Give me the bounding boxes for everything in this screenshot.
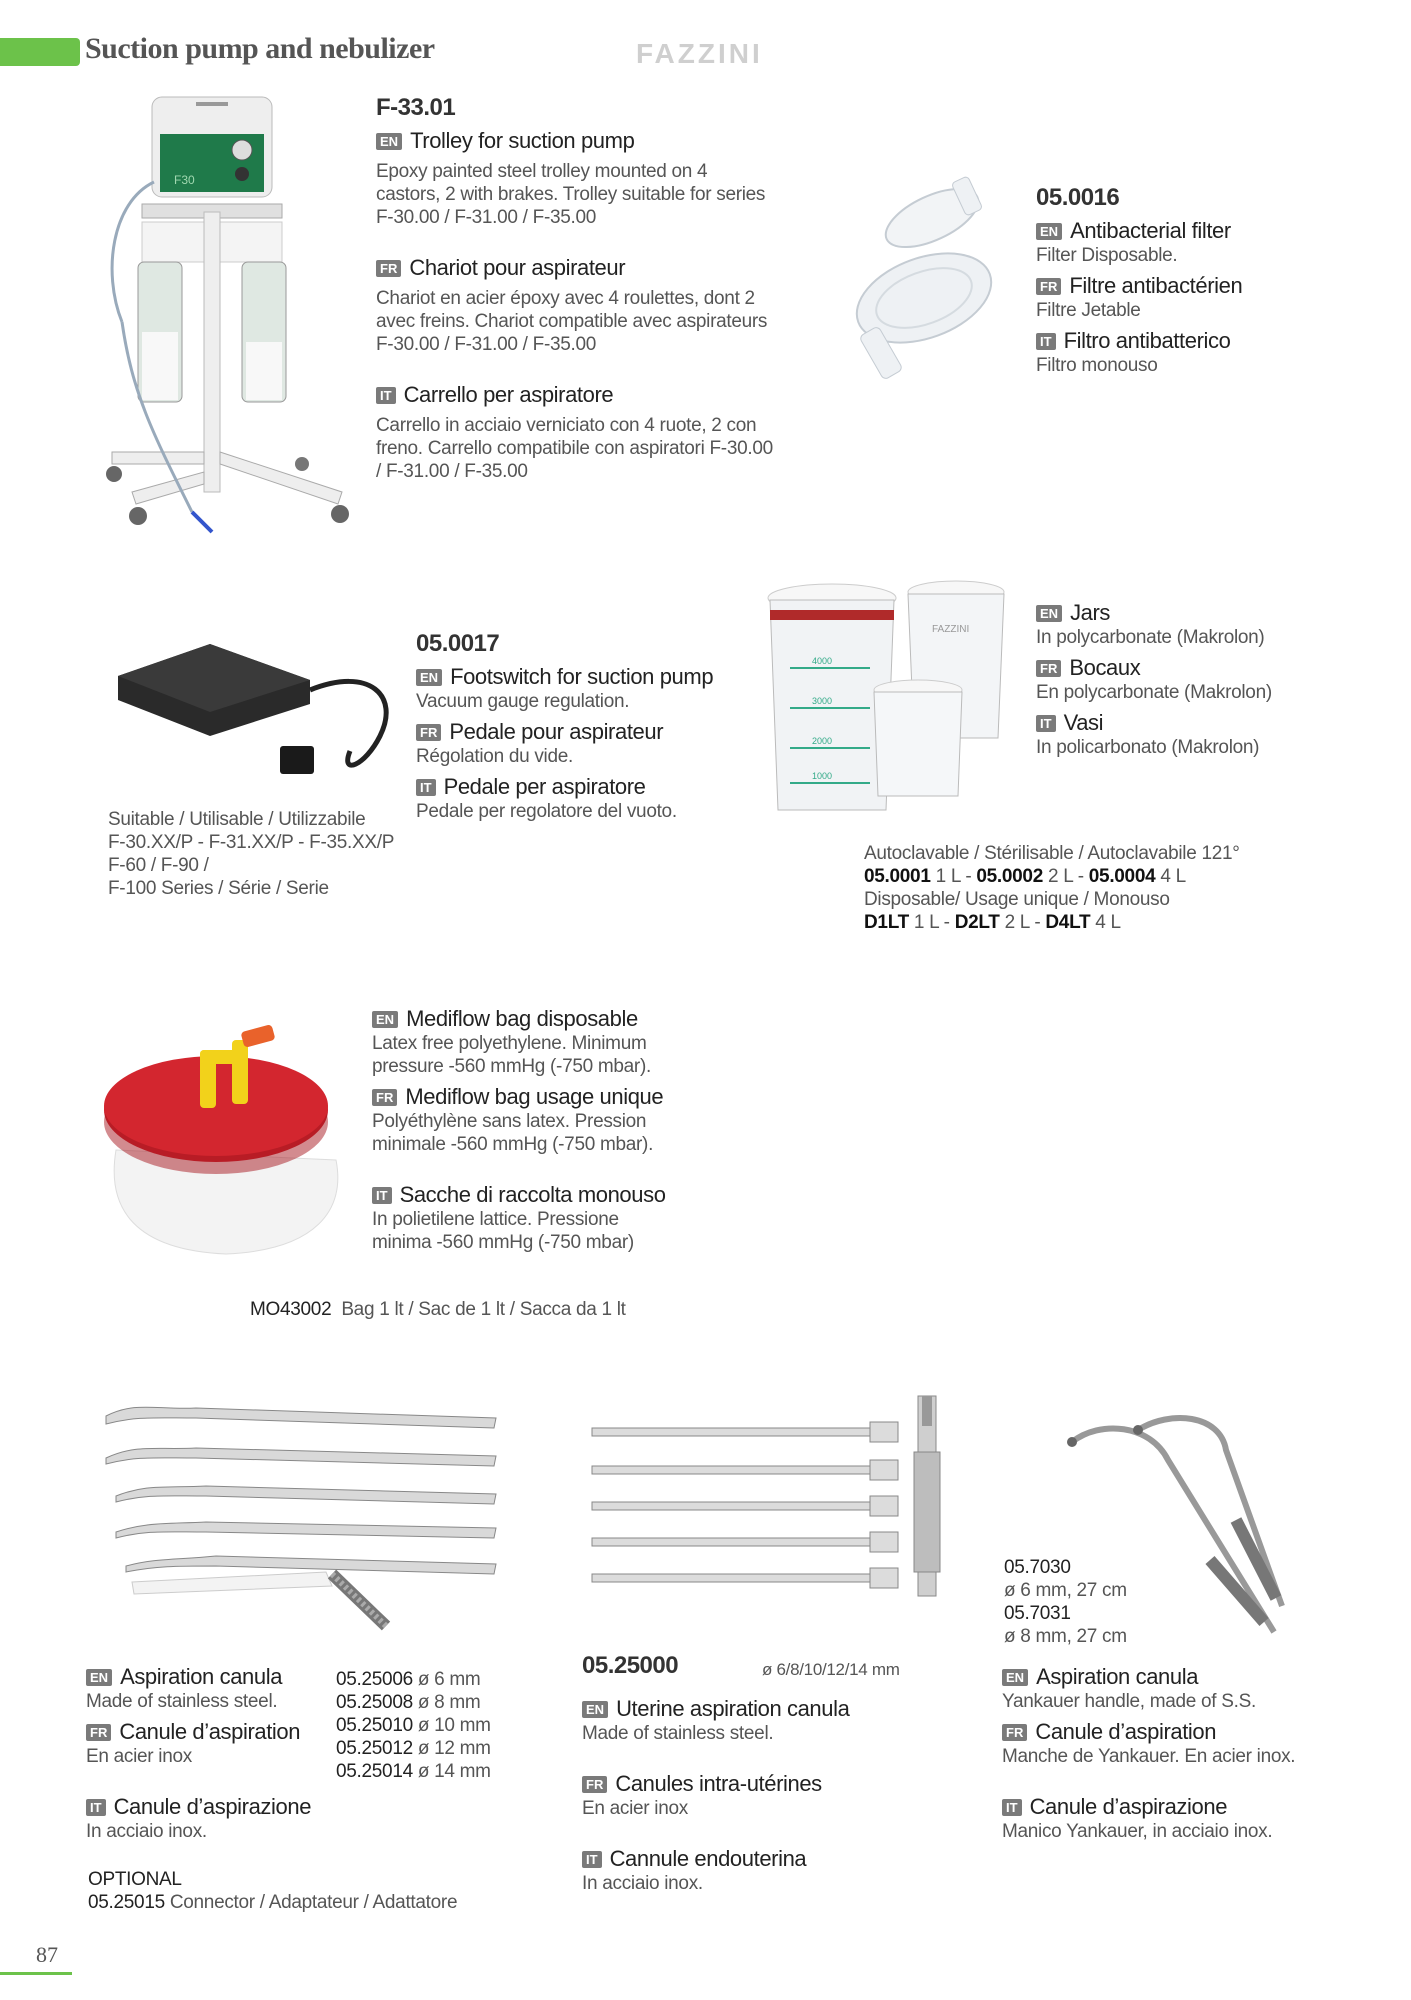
- jar-scale-mark: 1000: [812, 771, 833, 781]
- footswitch-image: [110, 636, 410, 786]
- order-desc: Bag 1 lt / Sac de 1 lt / Sacca da 1 lt: [341, 1299, 626, 1320]
- product-code: F-33.01: [376, 94, 456, 121]
- product-title-en: Antibacterial filter: [1070, 218, 1231, 243]
- product-title-fr: Chariot pour aspirateur: [409, 255, 626, 280]
- code: 05.25008: [336, 1692, 413, 1713]
- lang-heading-it: [1036, 710, 1376, 736]
- section-accent-bar: [0, 38, 80, 66]
- size: 1 L: [913, 912, 939, 933]
- code: 05.0002: [976, 866, 1043, 887]
- product-title-en: Trolley for suction pump: [410, 128, 635, 153]
- size: 4 L: [1095, 912, 1121, 933]
- lang-heading-en: [376, 128, 776, 154]
- lang-badge-it: IT: [416, 779, 436, 796]
- product-title-fr: Bocaux: [1069, 655, 1141, 680]
- product-desc-it: In policarbonato (Makrolon): [1036, 737, 1260, 758]
- bag-block: [372, 1006, 752, 1254]
- lang-heading-en: [582, 1696, 922, 1722]
- lang-badge-en: EN: [1036, 223, 1062, 240]
- lang-heading-en: [1036, 600, 1376, 626]
- variant-code: 05.7031: [1004, 1603, 1071, 1624]
- lang-heading-it: [86, 1794, 346, 1820]
- code: 05.25010: [336, 1715, 413, 1736]
- code: 05.25014: [336, 1761, 413, 1782]
- code: 05.0004: [1088, 866, 1156, 887]
- size-row: [336, 1760, 506, 1783]
- lang-badge-en: EN: [376, 133, 402, 150]
- product-desc-fr: Chariot en acier époxy avec 4 roulettes, dont 2 avec freins. Chariot compatible avec aspirateurs F-30.00 / F-31.00 / F-35.00: [376, 288, 768, 355]
- product-title-fr: Canule d’aspiration: [1035, 1719, 1217, 1744]
- product-code: 05.0016: [1036, 184, 1120, 211]
- product-title-en: Aspiration canula: [1036, 1664, 1199, 1689]
- product-desc-fr: En acier inox: [86, 1746, 192, 1767]
- footswitch-suitable-list: [108, 808, 428, 900]
- lang-badge-fr: FR: [1036, 660, 1061, 677]
- product-desc-fr: En acier inox: [582, 1798, 688, 1819]
- lang-badge-fr: FR: [86, 1724, 111, 1741]
- uterine-code-row: [582, 1652, 962, 1680]
- size: 1 L: [935, 866, 961, 887]
- lang-badge-en: EN: [372, 1011, 398, 1028]
- variant-code: 05.7030: [1004, 1557, 1071, 1578]
- product-desc-en: Filter Disposable.: [1036, 245, 1178, 266]
- variant-spec: ø 6 mm, 27 cm: [1004, 1580, 1127, 1601]
- code: 05.25006: [336, 1669, 413, 1690]
- lang-heading-en: [372, 1006, 752, 1032]
- lang-badge-it: IT: [1036, 715, 1056, 732]
- product-title-it: Canule d’aspirazione: [1029, 1794, 1228, 1819]
- product-title-en: Uterine aspiration canula: [616, 1696, 850, 1721]
- lang-heading-fr: [372, 1084, 752, 1110]
- yankauer-block: [1002, 1664, 1382, 1843]
- filter-block: [1036, 184, 1376, 377]
- yankauer-variants: [1004, 1556, 1224, 1648]
- order-code: MO43002: [250, 1299, 332, 1320]
- uterine-sizes: ø 6/8/10/12/14 mm: [762, 1660, 900, 1679]
- size: ø 6 mm: [417, 1669, 481, 1690]
- bag-order-line: [250, 1298, 626, 1321]
- suitable-line: F-30.XX/P - F-31.XX/P - F-35.XX/P: [108, 832, 395, 853]
- lang-badge-en: EN: [582, 1701, 608, 1718]
- lang-badge-it: IT: [86, 1799, 106, 1816]
- product-title-it: Canule d’aspirazione: [113, 1794, 312, 1819]
- size-row: [336, 1714, 506, 1737]
- lang-badge-en: EN: [416, 669, 442, 686]
- product-title-it: Pedale per aspiratore: [443, 774, 646, 799]
- page-number-underline: [0, 1972, 72, 1975]
- antibacterial-filter-image: [840, 178, 1030, 388]
- disposable-label: Disposable/ Usage unique / Monouso: [864, 889, 1170, 910]
- product-desc-en: Vacuum gauge regulation.: [416, 691, 630, 712]
- lang-heading-en: [416, 664, 756, 690]
- footswitch-block: [416, 630, 756, 823]
- lang-badge-it: IT: [372, 1187, 392, 1204]
- lang-heading-it: [1036, 328, 1376, 354]
- lang-heading-fr: [376, 255, 776, 281]
- lang-badge-it: IT: [1002, 1799, 1022, 1816]
- lang-heading-en: [1002, 1664, 1382, 1690]
- page-number: 87: [36, 1942, 58, 1967]
- size-row: [336, 1737, 506, 1760]
- lang-badge-fr: FR: [1036, 278, 1061, 295]
- canula-size-list: [336, 1668, 506, 1783]
- product-title-it: Cannule endouterina: [609, 1846, 807, 1871]
- jar-scale-mark: 2000: [812, 736, 833, 746]
- separator: -: [1072, 866, 1089, 887]
- size: 2 L: [1047, 866, 1073, 887]
- separator: -: [938, 912, 955, 933]
- jar-brand: FAZZINI: [932, 624, 970, 635]
- lang-badge-it: IT: [376, 387, 396, 404]
- optional-label: OPTIONAL: [88, 1869, 182, 1890]
- product-code: 05.25000: [582, 1652, 679, 1679]
- lang-heading-it: [582, 1846, 922, 1872]
- suitable-line: F-100 Series / Série / Serie: [108, 878, 329, 899]
- product-desc-fr: En polycarbonate (Makrolon): [1036, 682, 1272, 703]
- product-desc-en: Latex free polyethylene. Minimum pressure -560 mmHg (-750 mbar).: [372, 1033, 651, 1077]
- code: D2LT: [954, 912, 1000, 933]
- lang-heading-it: [376, 382, 776, 408]
- size: ø 12 mm: [417, 1738, 491, 1759]
- product-desc-en: Epoxy painted steel trolley mounted on 4 castors, 2 with brakes. Trolley suitable for series F-30.00 / F-31.00 / F-35.00: [376, 161, 766, 228]
- lang-heading-it: [372, 1182, 752, 1208]
- product-title-fr: Mediflow bag usage unique: [405, 1084, 664, 1109]
- product-desc-en: Made of stainless steel.: [582, 1723, 774, 1744]
- code: 05.25015: [88, 1892, 165, 1913]
- product-title-fr: Canule d’aspiration: [119, 1719, 301, 1744]
- lang-heading-fr: [1036, 655, 1376, 681]
- size-row: [336, 1691, 506, 1714]
- product-desc-en: In polycarbonate (Makrolon): [1036, 627, 1265, 648]
- canula-block: [86, 1664, 346, 1843]
- size: ø 10 mm: [417, 1715, 491, 1736]
- trolley-block: [376, 94, 776, 483]
- uterine-canula-image: [584, 1392, 954, 1622]
- lang-heading-it: [416, 774, 756, 800]
- product-desc-fr: Régolation du vide.: [416, 746, 573, 767]
- lang-badge-en: EN: [1002, 1669, 1028, 1686]
- size-row: [336, 1668, 506, 1691]
- separator: -: [960, 866, 977, 887]
- product-title-fr: Pedale pour aspirateur: [449, 719, 664, 744]
- brand-logo: FAZZINI: [636, 38, 763, 69]
- lang-badge-fr: FR: [372, 1089, 397, 1106]
- product-title-it: Carrello per aspiratore: [403, 382, 614, 407]
- lang-badge-it: IT: [582, 1851, 602, 1868]
- product-desc-it: In polietilene lattice. Pressione minima -560 mmHg (-750 mbar): [372, 1209, 634, 1253]
- product-desc-it: In acciaio inox.: [582, 1873, 703, 1894]
- lang-heading-fr: [86, 1719, 346, 1745]
- product-desc-it: Manico Yankauer, in acciaio inox.: [1002, 1821, 1273, 1842]
- lang-heading-fr: [582, 1771, 922, 1797]
- product-title-fr: Canules intra-utérines: [615, 1771, 822, 1796]
- lang-heading-en: [1036, 218, 1376, 244]
- product-title-it: Filtro antibatterico: [1063, 328, 1231, 353]
- lang-heading-it: [1002, 1794, 1382, 1820]
- product-code: 05.0017: [416, 630, 500, 657]
- page-title: Suction pump and nebulizer: [85, 32, 435, 65]
- lang-badge-en: EN: [1036, 605, 1062, 622]
- disposable-codes: [864, 911, 1344, 934]
- product-title-it: Sacche di raccolta monouso: [399, 1182, 666, 1207]
- lang-badge-en: EN: [86, 1669, 112, 1686]
- code: 05.25012: [336, 1738, 413, 1759]
- separator: -: [1029, 912, 1046, 933]
- product-desc-fr: Manche de Yankauer. En acier inox.: [1002, 1746, 1296, 1767]
- suitable-line: Suitable / Utilisable / Utilizzabile: [108, 809, 366, 830]
- product-title-it: Vasi: [1063, 710, 1104, 735]
- lang-heading-en: [86, 1664, 346, 1690]
- lang-badge-fr: FR: [1002, 1724, 1027, 1741]
- size: ø 8 mm: [417, 1692, 481, 1713]
- product-title-fr: Filtre antibactérien: [1069, 273, 1243, 298]
- lang-badge-fr: FR: [376, 260, 401, 277]
- code: D1LT: [864, 912, 909, 933]
- lang-badge-fr: FR: [416, 724, 441, 741]
- jar-scale-mark: 3000: [812, 696, 833, 706]
- uterine-block: [582, 1696, 922, 1895]
- lang-heading-fr: [1002, 1719, 1382, 1745]
- jar-scale-mark: 4000: [812, 656, 833, 666]
- product-desc-fr: Polyéthylène sans latex. Pression minimale -560 mmHg (-750 mbar).: [372, 1111, 654, 1155]
- jars-image: [760, 578, 1020, 828]
- autoclavable-label: Autoclavable / Stérilisable / Autoclavabile 121°: [864, 843, 1240, 864]
- optional-line: [88, 1891, 548, 1914]
- product-desc-en: Made of stainless steel.: [86, 1691, 278, 1712]
- desc: Connector / Adaptateur / Adattatore: [169, 1892, 458, 1913]
- product-desc-it: Carrello in acciaio verniciato con 4 ruote, 2 con freno. Carrello compatibile con aspiratori F-30.00 / F-31.00 / F-35.00: [376, 415, 773, 482]
- size: ø 14 mm: [417, 1761, 491, 1782]
- product-title-en: Mediflow bag disposable: [406, 1006, 638, 1031]
- product-desc-en: Yankauer handle, made of S.S.: [1002, 1691, 1256, 1712]
- mediflow-bag-image: [96, 1010, 356, 1260]
- product-title-en: Aspiration canula: [120, 1664, 283, 1689]
- code: D4LT: [1045, 912, 1091, 933]
- jars-block: [1036, 600, 1376, 759]
- lang-badge-it: IT: [1036, 333, 1056, 350]
- product-title-en: Jars: [1070, 600, 1111, 625]
- canula-optional: [88, 1868, 548, 1914]
- product-desc-it: Pedale per regolatore del vuoto.: [416, 801, 677, 822]
- pump-device-label: F30: [174, 173, 195, 187]
- variant-spec: ø 8 mm, 27 cm: [1004, 1626, 1127, 1647]
- lang-heading-fr: [1036, 273, 1376, 299]
- lang-heading-fr: [416, 719, 756, 745]
- product-desc-fr: Filtre Jetable: [1036, 300, 1141, 321]
- code: 05.0001: [864, 866, 931, 887]
- suction-trolley-image: [92, 92, 382, 562]
- jars-codes: [864, 842, 1344, 934]
- autoclavable-codes: [864, 865, 1344, 888]
- lang-badge-fr: FR: [582, 1776, 607, 1793]
- aspiration-canula-image: [96, 1396, 506, 1656]
- size: 4 L: [1160, 866, 1186, 887]
- product-desc-it: In acciaio inox.: [86, 1821, 207, 1842]
- product-title-en: Footswitch for suction pump: [450, 664, 714, 689]
- product-desc-it: Filtro monouso: [1036, 355, 1158, 376]
- size: 2 L: [1004, 912, 1030, 933]
- suitable-line: F-60 / F-90 /: [108, 855, 209, 876]
